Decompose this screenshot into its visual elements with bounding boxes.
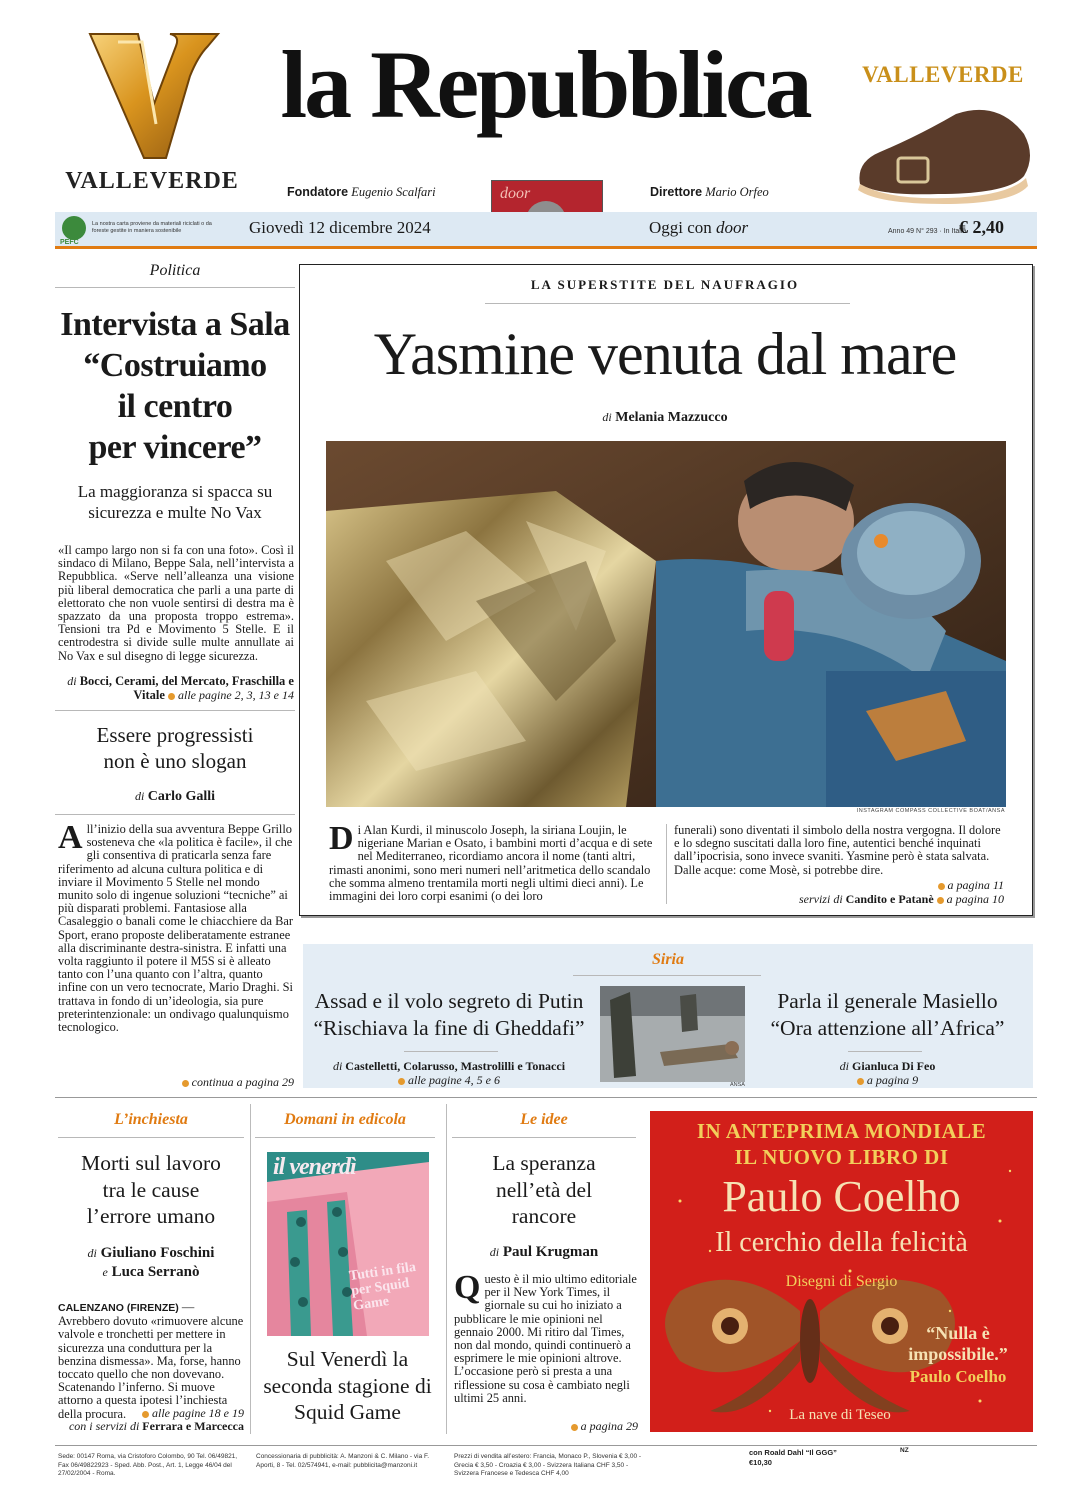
main-ref-2: a pagina 10 [946, 892, 1004, 906]
ref-dot-icon [168, 693, 175, 700]
inchiesta-author-1: Giuliano Foschini [100, 1245, 215, 1261]
director-label: Direttore [650, 185, 703, 199]
founder-label: Fondatore [287, 185, 349, 199]
valleverde-right-label: VALLEVERDE [862, 62, 1024, 87]
syria-left-byline-prefix: di [332, 1059, 343, 1073]
main-col-2: funerali) sono diventati il simbolo della nostra vergogna. Il dolore e lo sdegno suscitati dalla loro fine, autentici benché inquinati dall’ipocrisia, sono invece svaniti. Yasmine però è stata salvata. Dalle acque: come Mosè, si potrebbe dire. [674, 823, 1001, 877]
main-byline [300, 410, 1030, 426]
main-photo-rescue-illustration [326, 441, 1006, 807]
idee-body [454, 1269, 638, 1405]
inchiesta-ref-text: alle pagine 18 e 19 [152, 1406, 244, 1420]
coelho-publisher: La nave di Teseo [789, 1407, 891, 1423]
syria-left-byline-names: Castelletti, Colarusso, Mastrolilli e Tonacci [345, 1059, 566, 1073]
sala-byline-prefix: di [67, 674, 77, 688]
main-dropcap: D [329, 820, 354, 857]
idee-section: Le idee [520, 1111, 568, 1128]
venerdi-cover-title: il venerdì [273, 1154, 356, 1180]
syria-photo-credit: ANSA [730, 1082, 745, 1088]
idee-rule [452, 1137, 636, 1138]
pefc-label: PEFC [60, 239, 79, 246]
main-kicker-rule [485, 303, 850, 304]
galli-text: ll’inizio della sua avventura Beppe Grillo sosteneva che «la politica è facile», il che gli consentiva di praticarla senza fare riferimento ad alcuna cultura politica e di inviare il Movimento 5 Stelle nel mondo munito solo di ingenue soluzioni “tecniche” ai più disparati problemi. Fantasiose alla Casaleggio o banali come le chiacchiere da Bar Sport, erano proposte deliberatamente estranee alla discriminante destra-sinistra. E infatti una volta raggiunto il potere il M5S si è alleato tanto con l’una quanto con l’altra, quanto infine con un vero tecnocrate, Mario Draghi. Si trattava in fondo di un’ideologia, sia pure preterintenzionale: un ondivago qualunquismo tecnologico. [58, 822, 293, 1035]
director-name: Mario Orfeo [705, 185, 769, 199]
idee-dropcap: Q [454, 1269, 481, 1306]
main-byline-name: Melania Mazzucco [615, 410, 728, 425]
inchiesta-byline [58, 1244, 244, 1282]
today-label: Oggi con [649, 218, 712, 237]
footer-prezzi: Prezzi di vendita all’estero: Francia, Monaco P., Slovenia € 3,00 - Grecia € 3,50 - Croazia € 3,00 - Svizzera Italiana CHF 3,50 - Svizzera Francese e Tedesca CHF 4,00 [454, 1453, 642, 1477]
main-photo[interactable] [326, 441, 1006, 807]
coelho-title: Il cerchio della felicità [715, 1227, 968, 1258]
sala-headline-line-1: Intervista a Sala [60, 306, 290, 343]
main-services[interactable] [674, 892, 1004, 907]
main-kicker: LA SUPERSTITE DEL NAUFRAGIO [530, 277, 800, 292]
galli-author: Carlo Galli [147, 789, 216, 804]
sala-pages-ref: alle pagine 2, 3, 13 e 14 [178, 688, 294, 702]
inchiesta-headline[interactable]: Morti sul lavoro tra le cause l’errore umano [81, 1151, 221, 1228]
director-line [650, 185, 769, 200]
newspaper-title: la Repubblica [280, 31, 810, 138]
politica-rule [55, 287, 295, 288]
valleverde-left-label: VALLEVERDE [65, 168, 239, 194]
main-col-1-text: i Alan Kurdi, il minuscolo Joseph, la siriana Loujin, le nigeriane Marian e Osato, i bambini morti d’acqua e di sete nel Mediterraneo, ricordiamo ancora il nome (tanti altri, rimasti anonimi, sono meri numeri nell’aritmetica dello scandalo che somma almeno trentamila morti negli ultimi dieci anni). Le immagini dei loro corpi esanimi (o dei loro [329, 823, 653, 904]
domani-headline[interactable]: Sul Venerdì la seconda stagione di Squid Game [263, 1347, 432, 1424]
galli-headline[interactable]: Essere progressisti non è uno slogan [96, 723, 254, 773]
syria-right-headline[interactable]: Parla il generale Masiello “Ora attenzione all’Africa” [770, 989, 1005, 1040]
galli-continue-text: continua a pagina 29 [191, 1075, 294, 1089]
coelho-line-1: IN ANTEPRIMA MONDIALE [696, 1119, 987, 1143]
date-text: Giovedì 12 dicembre 2024 [249, 218, 431, 237]
door-cover-title: door [500, 185, 531, 202]
syria-right-rule [848, 1051, 922, 1052]
idee-author: Paul Krugman [502, 1244, 599, 1260]
column-divider-1 [250, 1104, 251, 1434]
price: € 2,40 [959, 217, 1004, 237]
valleverde-v-logo-icon [58, 28, 246, 168]
inchiesta-services-names: Ferrara e Marcecca [142, 1419, 244, 1433]
inchiesta-dateline: CALENZANO (FIRENZE) [58, 1302, 179, 1314]
footer-offer: con Roald Dahl “Il GGG” €10,30 [749, 1448, 837, 1467]
coelho-author: Paulo Coelho [722, 1172, 961, 1221]
main-headline[interactable]: Yasmine venuta dal mare [373, 321, 957, 387]
coelho-drawings: Disegni di Sergio [785, 1273, 898, 1290]
coelho-quote: “Nulla è impossibile.” [908, 1323, 1008, 1364]
sala-subhead: La maggioranza si spacca su sicurezza e multe No Vax [77, 482, 273, 522]
syria-left-ref: alle pagine 4, 5 e 6 [408, 1073, 500, 1087]
sala-headline-line-3: il centro [117, 388, 233, 425]
footer-sede: Sede: 00147 Roma, via Cristoforo Colombo, 90 Tel. 06/49821, Fax 06/49822923 - Sped. Abb. Post., Art. 1, Legge 46/04 del 27/02/2004 - Roma. [58, 1453, 238, 1477]
footer-pubblicita: Concessionaria di pubblicità: A. Manzoni & C. Milano - via F. Aporti, 8 - Tel. 02/574941, e-mail: pubblicita@manzoni.it [256, 1453, 430, 1469]
idee-ref[interactable] [454, 1419, 638, 1434]
left-divider-2 [55, 814, 295, 815]
syria-left-byline [305, 1059, 593, 1087]
sala-headline-line-2: “Costruiamo [83, 347, 267, 384]
galli-byline: di Carlo Galli [134, 789, 216, 804]
main-ref-1[interactable] [674, 878, 1004, 893]
valleverde-ad-left[interactable] [58, 28, 246, 200]
main-services-prefix: servizi di [798, 892, 843, 906]
syria-right-ref: a pagina 9 [866, 1073, 919, 1087]
ref-dot-icon [142, 1411, 149, 1418]
inchiesta-author-2: Luca Serranò [111, 1264, 200, 1280]
ref-dot-icon [938, 883, 945, 890]
inchiesta-body [58, 1301, 244, 1421]
idee-ref-text: a pagina 29 [580, 1419, 638, 1433]
coelho-quote-author: Paulo Coelho [909, 1367, 1007, 1386]
issue-number: Anno 49 N° 293 · In Italia [888, 228, 967, 235]
today-with [649, 218, 748, 238]
inchiesta-byline-prefix: di [87, 1246, 97, 1260]
main-ref-1-text: a pagina 11 [947, 878, 1004, 892]
coelho-line-2: IL NUOVO LIBRO DI [734, 1145, 949, 1169]
idee-byline [452, 1244, 636, 1261]
ref-dot-icon [571, 1424, 578, 1431]
inchiesta-author-joiner: e [102, 1265, 108, 1279]
galli-continue[interactable] [58, 1075, 294, 1090]
footer-rule [55, 1445, 1037, 1446]
valleverde-ad-right[interactable] [848, 60, 1038, 210]
inchiesta-services-prefix: con i servizi di [68, 1419, 140, 1433]
syria-rule [573, 975, 761, 976]
idee-text: uesto è il mio ultimo editoriale per il New York Times, il giornale su cui ho iniziato a pubblicare le mie opinioni nel gennaio 2000. Mi ritiro dal Times, non dal mondo, quindi continuerò a esprimere le mie opinioni altrove. L’occasione però si presta a una riflessione su cosa è cambiato negli ultimi 25 anni. [454, 1272, 637, 1405]
venerdi-cover[interactable] [267, 1152, 429, 1336]
today-supplement: door [716, 218, 749, 237]
founder-name: Eugenio Scalfari [351, 185, 436, 199]
ref-dot-icon [398, 1078, 405, 1085]
column-divider-2 [446, 1104, 447, 1434]
syria-right-byline-prefix: di [839, 1059, 849, 1073]
main-col-1 [329, 820, 659, 904]
footer-code: NZ [900, 1447, 909, 1454]
idee-headline[interactable]: La speranza nell’età del rancore [492, 1151, 596, 1228]
sala-body: «Il campo largo non si fa con una foto». Così il sindaco di Milano, Beppe Sala, nell’intervista a Repubblica. «Serve nell’alleanza una visione più liberal democratica che parli a una parte di elettorato che non vuole sentirsi di destra ma è spazzato da una proposta troppo estrema». Tensioni tra Pd e Movimento 5 Stelle. E il centrodestra si divide sulle multe annullate ai No Vax e sul disegno di legge sicurezza. [58, 543, 294, 663]
sala-byline-names: Bocci, Cerami, del Mercato, Fraschilla e Vitale [79, 674, 294, 702]
inchiesta-text: — Avrebbero dovuto «rimuovere alcune valvole e tronchetti per mettere in sicurezza una conduttura per la benzina dismessa». Ma, forse, hanno toccato quello che non dovevano. Scatenando l’inferno. Si muove attorno a questa ipotesi l’inchiesta della procura. [58, 1300, 244, 1421]
clog-shoe-icon [848, 96, 1038, 206]
galli-body [58, 819, 294, 1035]
domani-rule [255, 1137, 435, 1138]
inchiesta-rule [58, 1137, 244, 1138]
pefc-logo-icon [62, 216, 86, 240]
main-col-divider [666, 824, 667, 904]
syria-left-headline[interactable]: Assad e il volo segreto di Putin “Rischiava la fine di Gheddafi” [313, 989, 585, 1040]
syria-section: Siria [651, 951, 684, 968]
idee-byline-prefix: di [489, 1245, 500, 1259]
syria-left-rule [404, 1051, 498, 1052]
founder-line [287, 185, 436, 200]
galli-dropcap: A [58, 819, 83, 856]
sala-headline-line-4: per vincere” [88, 429, 262, 466]
ref-dot-icon [182, 1080, 189, 1087]
main-photo-credit: INSTAGRAM COMPASS COLLECTIVE BOAT/ANSA [856, 808, 1005, 814]
main-byline-prefix: di [602, 410, 612, 424]
syria-photo-illustration [600, 986, 745, 1082]
coelho-book-ad[interactable] [650, 1111, 1033, 1432]
left-divider-1 [55, 710, 295, 711]
syria-photo[interactable] [600, 986, 745, 1082]
inchiesta-services [58, 1419, 244, 1434]
ref-dot-icon [937, 897, 944, 904]
bottom-section-rule [55, 1097, 1037, 1098]
sala-byline [58, 674, 294, 702]
venerdi-cover-text: Tutti in fila per Squid Game [348, 1259, 417, 1314]
domani-section: Domani in edicola [284, 1111, 406, 1128]
inchiesta-section: L’inchiesta [114, 1111, 188, 1128]
sala-headline[interactable] [55, 304, 295, 468]
ref-dot-icon [857, 1078, 864, 1085]
politica-section: Politica [149, 262, 201, 279]
pefc-text: La nostra carta proviene da materiali riciclati o da foreste gestite in maniera sostenibile [92, 221, 212, 234]
syria-right-byline-name: Gianluca Di Feo [852, 1059, 936, 1073]
main-services-names: Candito e Patanè [845, 892, 934, 906]
syria-right-byline [755, 1059, 1020, 1087]
